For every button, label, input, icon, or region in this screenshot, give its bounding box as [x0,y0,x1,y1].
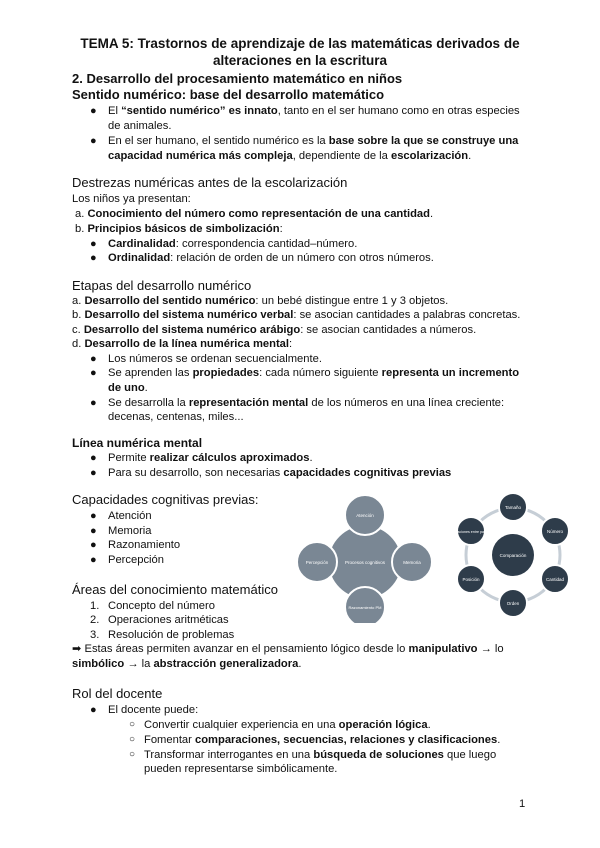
diagram1-node-label: Percepción [305,560,329,565]
document-title-line2: alteraciones en la escritura [212,53,388,68]
subheading-capacidades: Capacidades cognitivas previas: [72,492,259,507]
bullet-cardinalidad: ● Cardinalidad: correspondencia cantidad–número. [90,238,358,250]
bullet-sentido-2-cont: capacidad numérica más compleja, dependiente de la escolarización. [108,150,472,162]
areas-note: ➡ Estas áreas permiten avanzar en el pensamiento lógico desde lo manipulativo → lo [72,643,504,655]
etapa-b: b. Desarrollo del sistema numérico verbal: se asocian cantidades a palabras concretas. [72,309,521,321]
diagram2-node-label: Orden [506,601,520,606]
bullet-etapa-d2: ● Se aprenden las propiedades: cada número siguiente representa un incremento [90,367,520,379]
diagram2-node-label: Relaciones entre partes [452,530,490,534]
destrezas-item-a: a. Conocimiento del número como representación de una cantidad. [75,208,434,220]
subheading-areas: Áreas del conocimiento matemático [72,582,278,597]
diagram1-center-label: Procesos cognitivos [344,560,386,565]
subbullet-rol-2: ○ Fomentar comparaciones, secuencias, relaciones y clasificaciones. [129,734,501,746]
document-title-line1: TEMA 5: Trastornos de aprendizaje de las matemáticas derivados de [80,36,520,51]
diagram2-node-label: Número [546,529,564,534]
capacidad-item: ● Atención [90,510,152,522]
bullet-rol-intro: ● El docente puede: [90,704,199,716]
subheading-sentido: Sentido numérico: base del desarrollo matemático [72,87,385,102]
subbullet-rol-1: ○ Convertir cualquier experiencia en una operación lógica. [129,719,431,731]
diagram2-node-label: Tamaño [504,505,522,510]
areas-note-cont: simbólico → la abstracción generalizadora. [72,658,302,670]
diagram1-node-label: Memoria [403,560,421,565]
bullet-sentido-1-cont: de animales. [108,120,172,132]
section-heading: 2. Desarrollo del procesamiento matemático en niños [72,71,403,86]
destrezas-item-b: b. Principios básicos de simbolización: [75,223,283,235]
capacidad-item: ● Razonamiento [90,539,181,551]
subheading-rol: Rol del docente [72,686,163,701]
bullet-etapa-d3: ● Se desarrolla la representación mental de los números en una línea creciente: [90,397,505,409]
area-item: 1. Concepto del número [90,600,215,612]
bullet-linea-1: ● Permite realizar cálculos aproximados. [90,452,313,464]
bullet-ordinalidad: ● Ordinalidad: relación de orden de un número con otros números. [90,252,434,264]
etapa-d: d. Desarrollo de la línea numérica mental: [72,338,293,350]
comparison-cycle-diagram [448,490,578,620]
etapa-c: c. Desarrollo del sistema numérico arábigo: se asocian cantidades a números. [72,324,477,336]
arrow-icon: ➡ [72,643,82,655]
subheading-etapas: Etapas del desarrollo numérico [72,278,252,293]
diagram2-node-label: Posición [462,577,480,582]
bullet-etapa-d2-cont: de uno. [108,382,148,394]
capacidad-item: ● Percepción [90,554,164,566]
subheading-destrezas: Destrezas numéricas antes de la escolarización [72,175,348,190]
subbullet-rol-3-cont: pueden representarse simbólicamente. [144,763,338,775]
bullet-sentido-2: ● En el ser humano, el sentido numérico es la base sobre la que se construye una [90,135,519,147]
bullet-etapa-d1: ● Los números se ordenan secuencialmente. [90,353,322,365]
capacidad-item: ● Memoria [90,525,152,537]
cognitive-processes-diagram [295,493,435,623]
area-item: 2. Operaciones aritméticas [90,614,229,626]
area-item: 3. Resolución de problemas [90,629,235,641]
bullet-sentido-1: ● El “sentido numérico” es innato, tanto en el ser humano como en otras especies [90,105,520,117]
diagram2-center-label: Comparación [499,553,527,558]
destrezas-intro: Los niños ya presentan: [72,193,191,205]
diagram2-node-label: Cantidad [545,577,565,582]
bullet-linea-2: ● Para su desarrollo, son necesarias capacidades cognitivas previas [90,467,452,479]
etapa-a: a. Desarrollo del sentido numérico: un bebé distingue entre 1 y 3 objetos. [72,295,449,307]
diagram1-node-label: Razonamiento PM [348,605,382,610]
subbullet-rol-3: ○ Transformar interrogantes en una búsqueda de soluciones que luego [129,749,497,761]
diagram1-node-label: Atención [356,513,374,518]
subheading-linea: Línea numérica mental [72,436,203,450]
bullet-etapa-d3-cont: decenas, centenas, miles... [108,411,244,423]
page-number: 1 [519,798,526,810]
